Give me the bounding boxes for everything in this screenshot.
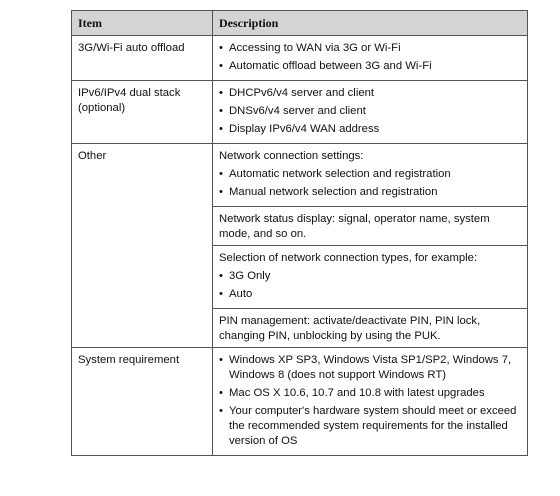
bullet-item: • Mac OS X 10.6, 10.7 and 10.8 with latest upgrades: [219, 386, 521, 401]
description-cell: [213, 36, 528, 81]
bullet-item: • Your computer's hardware system should meet or exceed the recommended system requirements for the installed version of OS: [219, 404, 521, 449]
table-row-other: [72, 144, 528, 207]
description-cell: [213, 348, 528, 456]
item-cell: 3G/Wi-Fi auto offload: [72, 36, 213, 81]
bullet-item: • DNSv6/v4 server and client: [219, 104, 521, 119]
description-cell: [213, 144, 528, 207]
bullet-list: [219, 167, 521, 200]
bullet-item: • 3G Only: [219, 269, 521, 284]
block-text: Network status display: signal, operator name, system mode, and so on.: [219, 213, 490, 240]
bullet-item: • DHCPv6/v4 server and client: [219, 86, 521, 101]
table-row-dual-stack: [72, 81, 528, 144]
table-row-system-requirement: [72, 348, 528, 456]
description-cell: [213, 309, 528, 348]
block-text: PIN management: activate/deactivate PIN, PIN lock, changing PIN, unblocking by using the PUK.: [219, 315, 481, 342]
bullet-list: [219, 269, 521, 302]
description-cell: [213, 81, 528, 144]
item-cell: Other: [72, 144, 213, 348]
bullet-item: • Automatic network selection and registration: [219, 167, 521, 182]
table-header-row: [72, 11, 528, 36]
item-cell: IPv6/IPv4 dual stack (optional): [72, 81, 213, 144]
block-lead: Network connection settings:: [219, 150, 364, 162]
bullet-item: • Auto: [219, 287, 521, 302]
bullet-item: • Windows XP SP3, Windows Vista SP1/SP2, Windows 7, Windows 8 (does not support Windows RT): [219, 353, 521, 383]
table-row-offload: [72, 36, 528, 81]
header-item: Item: [72, 11, 213, 36]
bullet-list: [219, 86, 521, 137]
bullet-item: • Manual network selection and registration: [219, 185, 521, 200]
bullet-list: [219, 353, 521, 449]
item-cell: System requirement: [72, 348, 213, 456]
bullet-item: • Accessing to WAN via 3G or Wi-Fi: [219, 41, 521, 56]
header-description: Description: [213, 11, 528, 36]
block-lead: Selection of network connection types, for example:: [219, 252, 478, 264]
description-cell: [213, 207, 528, 246]
bullet-item: • Display IPv6/v4 WAN address: [219, 122, 521, 137]
bullet-item: • Automatic offload between 3G and Wi-Fi: [219, 59, 521, 74]
bullet-list: [219, 41, 521, 74]
description-cell: [213, 246, 528, 309]
feature-spec-table: [71, 10, 528, 456]
